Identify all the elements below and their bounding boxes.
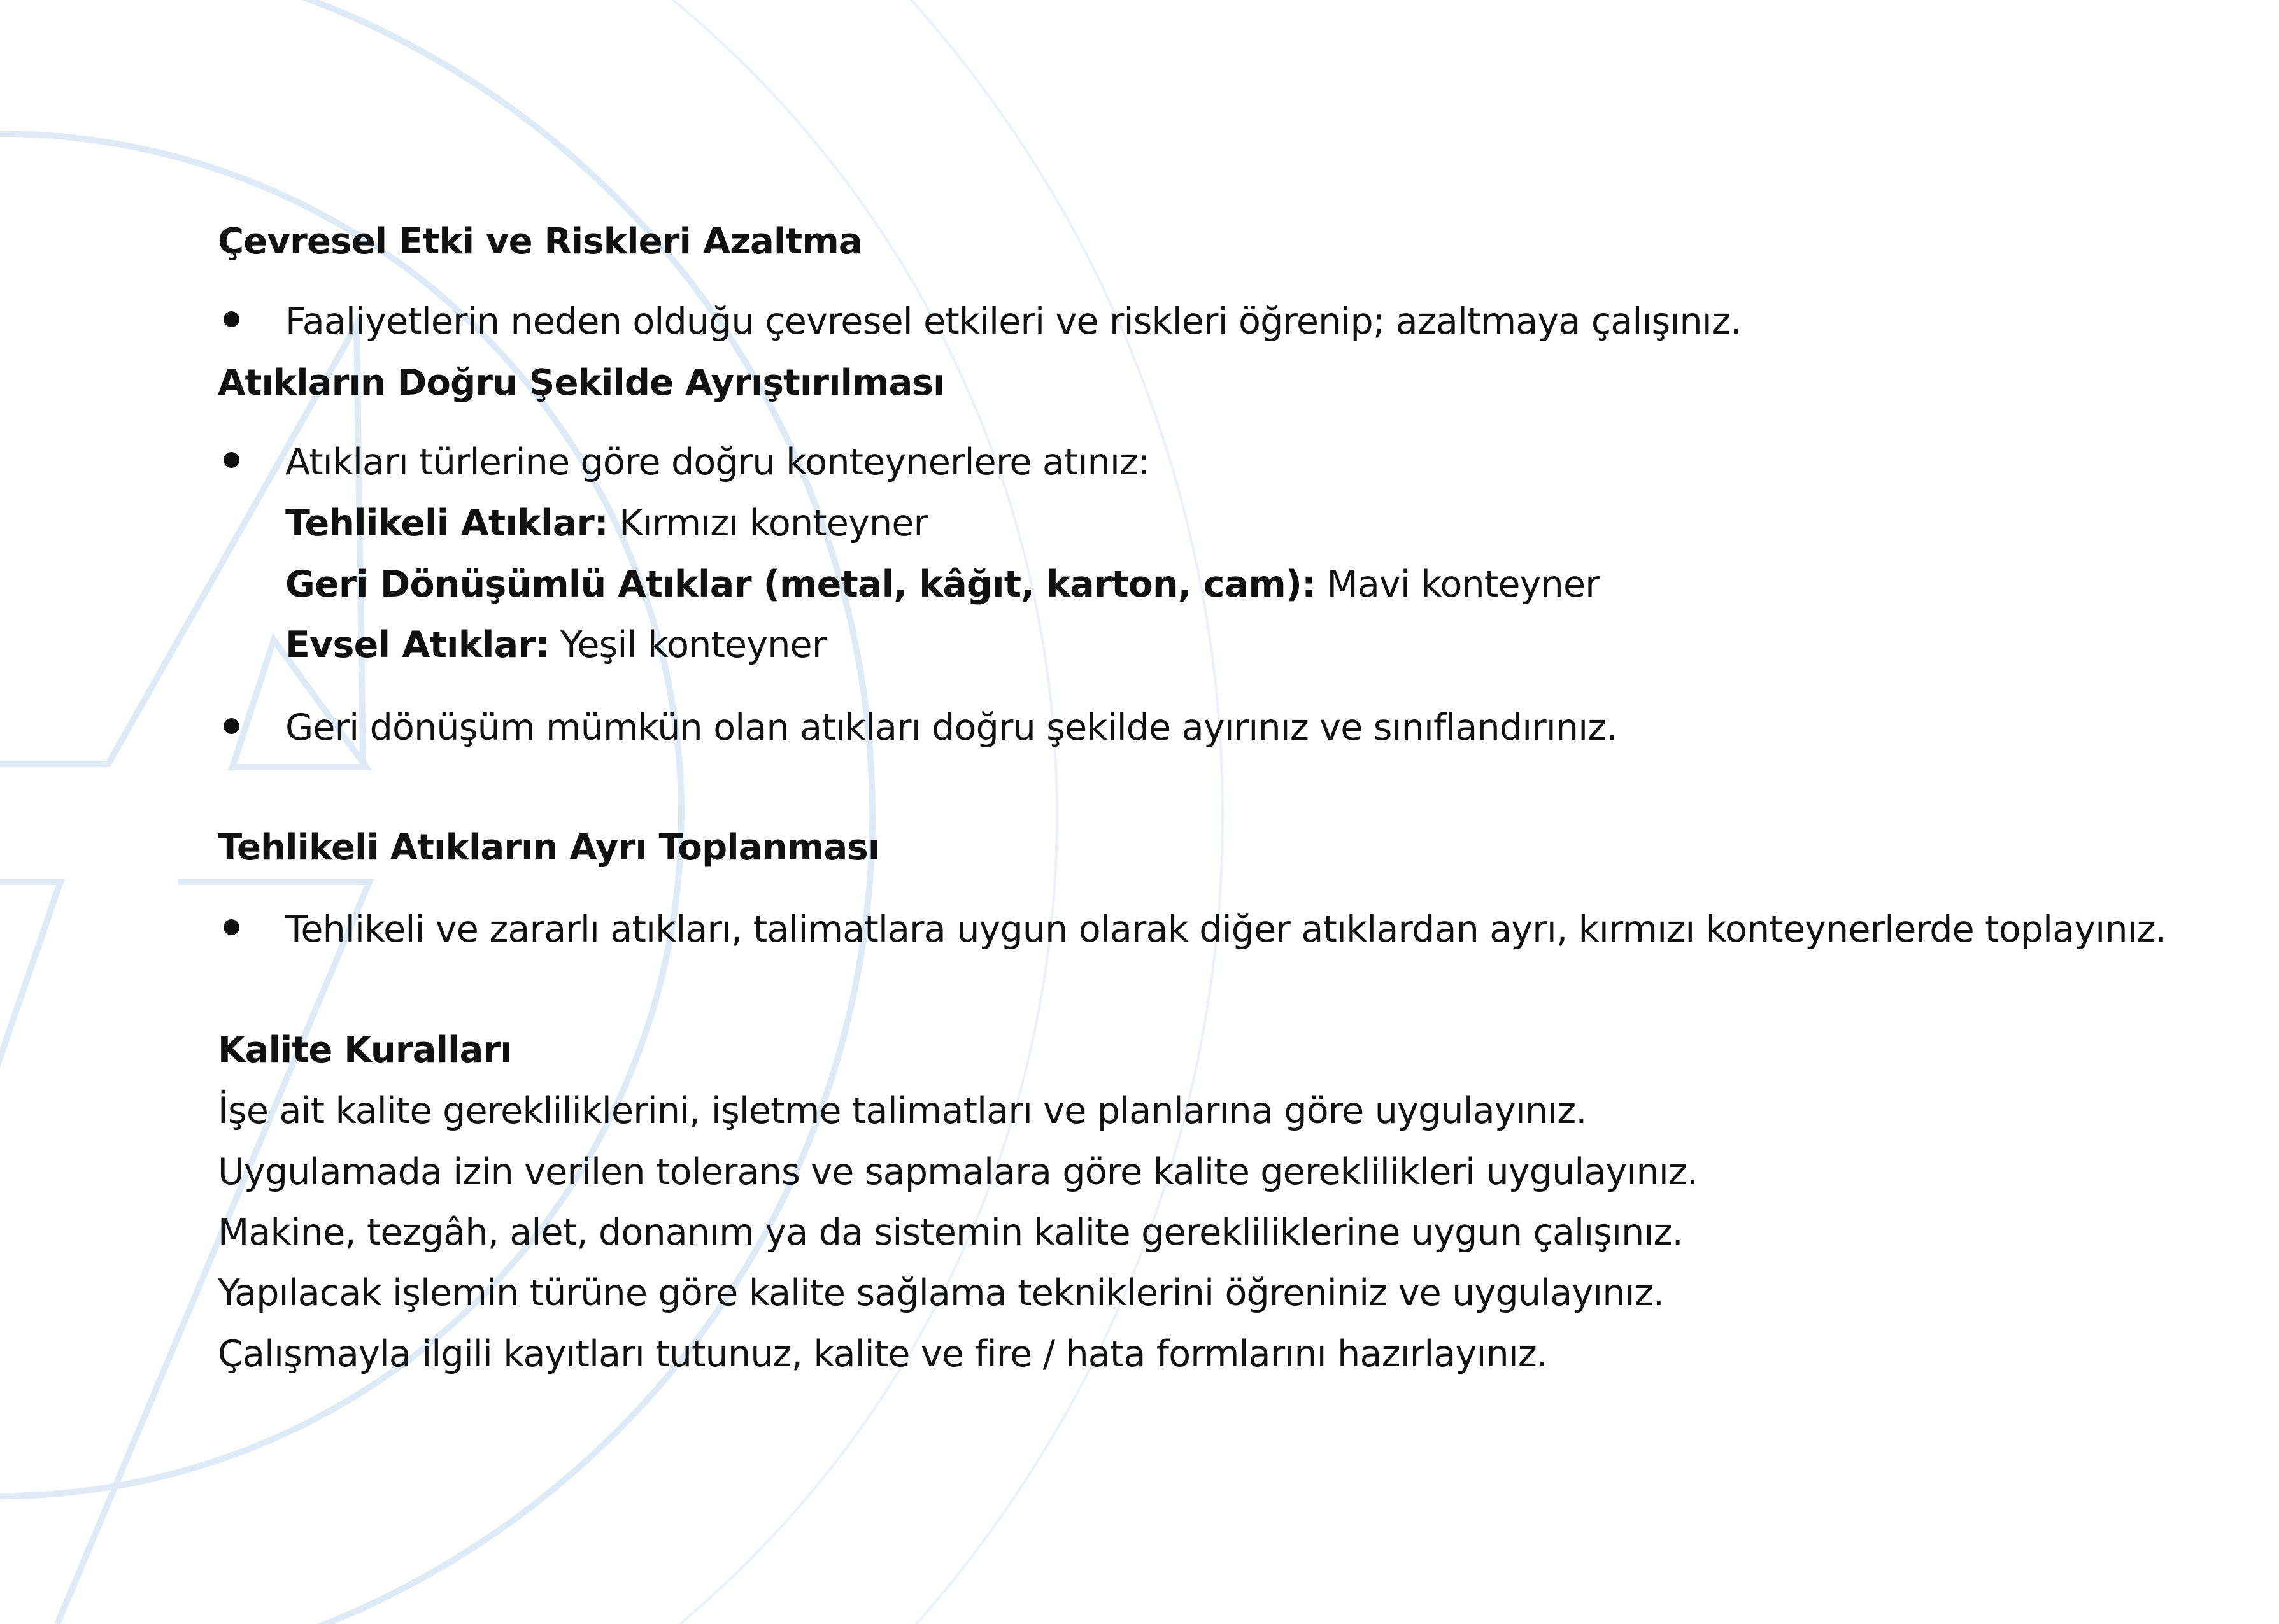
bullet-icon (224, 311, 239, 327)
bullet-text: Atıkları türlerine göre doğru konteynerlere atınız: (285, 441, 1150, 483)
quality-line: Makine, tezgâh, alet, donanım ya da sistemin kalite gerekliliklerine uygun çalışınız. (218, 1211, 1683, 1253)
waste-item-recyclable (285, 559, 1600, 610)
waste-item-hazardous (285, 498, 928, 549)
waste-item-label: Geri Dönüşümlü Atıklar (metal, kâğıt, karton, cam): (285, 563, 1316, 605)
waste-item-label: Evsel Atıklar: (285, 624, 550, 666)
bullet-text: Faaliyetlerin neden olduğu çevresel etkileri ve riskleri öğrenip; azaltmaya çalışınız. (285, 300, 1742, 342)
waste-item-value: Mavi konteyner (1316, 563, 1600, 605)
bullet-text: Tehlikeli ve zararlı atıkları, talimatlara uygun olarak diğer atıklardan ayrı, kırmızı konteynerlerde toplayınız. (285, 908, 2167, 950)
waste-item-domestic (285, 619, 826, 670)
section-title-waste-sorting: Atıkların Doğru Şekilde Ayrıştırılması (218, 362, 945, 404)
section-title-hazardous: Tehlikeli Atıkların Ayrı Toplanması (218, 827, 880, 868)
quality-line: Uygulamada izin verilen tolerans ve sapmalara göre kalite gereklilikleri uygulayınız. (218, 1151, 1698, 1193)
section-title-quality: Kalite Kuralları (218, 1029, 512, 1071)
bullet-icon (224, 919, 239, 935)
waste-item-value: Yeşil konteyner (549, 624, 827, 666)
quality-line: İşe ait kalite gerekliliklerini, işletme talimatları ve planlarına göre uygulayınız. (218, 1090, 1587, 1132)
section-title-environment: Çevresel Etki ve Riskleri Azaltma (218, 221, 862, 262)
waste-item-label: Tehlikeli Atıklar: (285, 502, 608, 544)
bullet-icon (224, 718, 239, 734)
bullet-icon (224, 452, 239, 468)
waste-item-value: Kırmızı konteyner (607, 502, 928, 544)
quality-line: Yapılacak işlemin türüne göre kalite sağlama tekniklerini öğreniniz ve uygulayınız. (218, 1272, 1665, 1314)
bullet-text: Geri dönüşüm mümkün olan atıkları doğru şekilde ayırınız ve sınıflandırınız. (285, 707, 1617, 749)
quality-line: Çalışmayla ilgili kayıtları tutunuz, kalite ve fire / hata formlarını hazırlayınız. (218, 1333, 1548, 1375)
